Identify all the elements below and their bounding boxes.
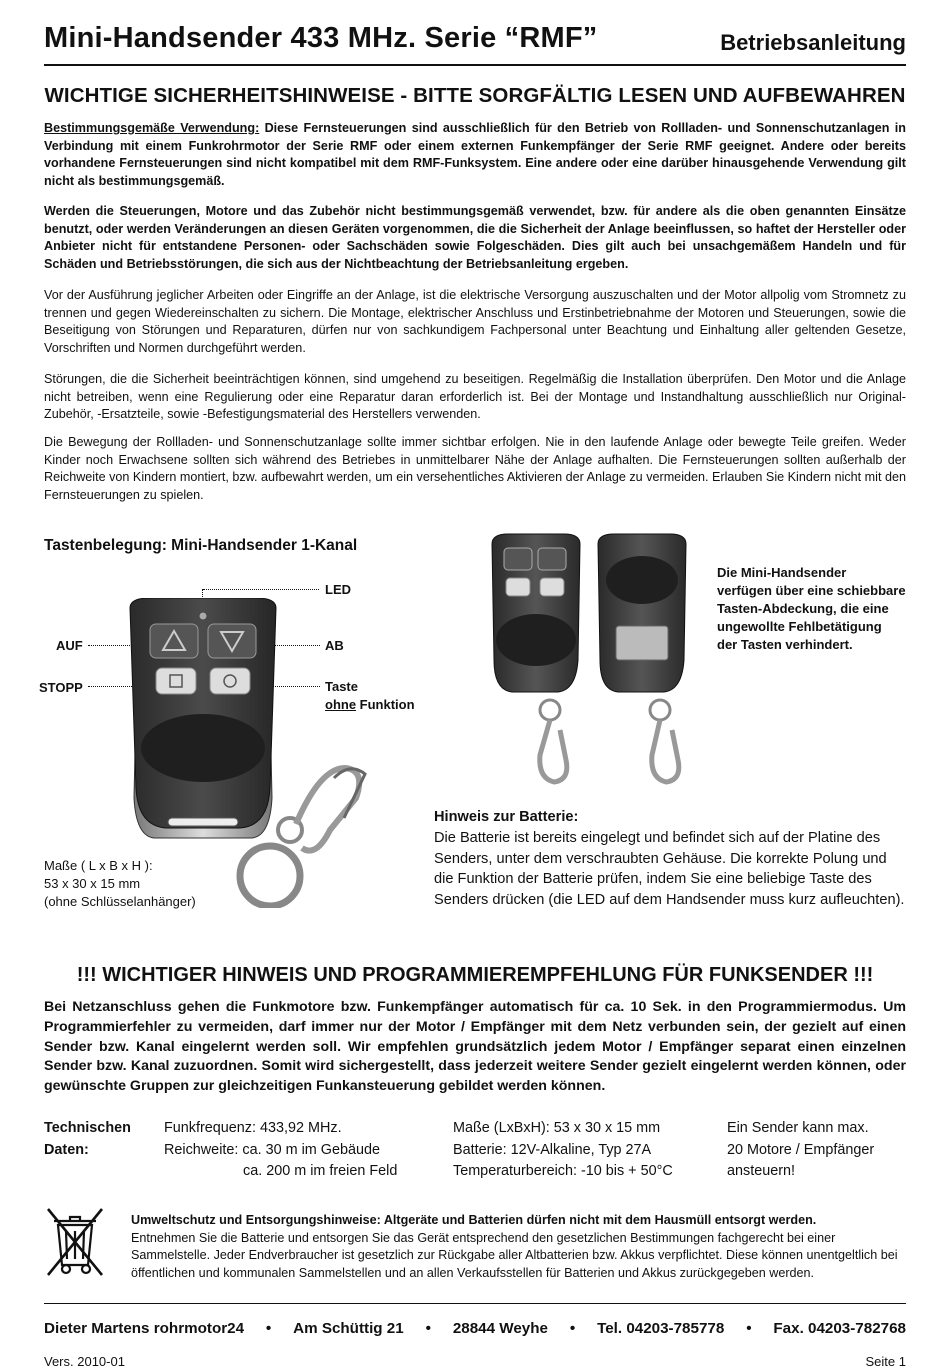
tech-frequency: Funkfrequenz: 433,92 MHz. — [164, 1120, 342, 1136]
cover-note-line-5: der Tasten verhindert. — [717, 637, 853, 652]
label-ohne: ohne — [325, 697, 357, 712]
dimensions-line-2: 53 x 30 x 15 mm — [44, 876, 141, 891]
label-ab: AB — [325, 638, 344, 653]
footer-contact — [44, 1320, 906, 1337]
tech-label-line-1: Technischen — [44, 1120, 131, 1136]
footer-company: Dieter Martens rohrmotor24 — [44, 1320, 245, 1337]
label-taste: Taste — [325, 679, 358, 694]
footer-separator: • — [569, 1320, 576, 1337]
footer-divider — [44, 1303, 906, 1304]
power-paragraph: Vor der Ausführung jeglicher Arbeiten oder Eingriffe an der Anlage, ist die elektrische Versorgung auszuschalten und der Motor allpolig vom Stromnetz zu trennen und gegen Wiedereinschalten zu sichern. Die Montage, elektrischer Anschluss und Erstinbetriebnahme der Motoren und Steuerungen, sowie die Beseitigung von Störungen und Reparaturen, dürfen nur von sachkundigem Fachpersonal unter Beachtung und Einhaltung aller geltenden Gesetze, Vorschriften und Normen durchgeführt werden. — [44, 288, 906, 355]
battery-text: Die Batterie ist bereits eingelegt und befindet sich auf der Platine des Senders, unter dem verschraubten Gehäuse. Die korrekte Polung und die Funktion der Batterie prüfen, indem Sie eine beliebige Taste des Senders drücken (die LED auf dem Handsender muss kurz aufleuchten). — [434, 830, 905, 908]
document-subtitle: Betriebsanleitung — [720, 30, 906, 55]
programming-title: !!! WICHTIGER HINWEIS UND PROGRAMMIEREMPFEHLUNG FÜR FUNKSENDER !!! — [76, 964, 874, 986]
tech-capacity-line-3: ansteuern! — [727, 1163, 796, 1179]
footer-separator: • — [746, 1320, 752, 1337]
label-funktion: Funktion — [356, 697, 415, 712]
page-number: Seite 1 — [865, 1354, 906, 1369]
faults-paragraph: Störungen, die die Sicherheit beeinträchtigen können, sind umgehend zu beseitigen. Regelmäßig die Installation überprüfen. Den Motor und die Anlage nicht betreiben, wenn eine Regulierung oder eine Reparatur daran erforderlich ist. Bei der Montage und Instandhaltung ausschließlich nur Original-Zubehör, -Ersatzteile, sowie -Befestigungsmaterial des Herstellers verwenden. — [44, 372, 906, 422]
footer-separator: • — [265, 1320, 272, 1337]
header-divider — [44, 64, 906, 66]
tech-label — [44, 1118, 131, 1161]
label-stopp: STOPP — [39, 680, 83, 695]
tech-label-line-2: Daten: — [44, 1141, 89, 1158]
dimensions-line-3: (ohne Schlüsselanhänger) — [44, 894, 196, 909]
label-auf: AUF — [56, 638, 83, 653]
version-label: Vers. 2010-01 — [44, 1354, 125, 1369]
footer-city: 28844 Weyhe — [452, 1320, 548, 1337]
button-assignment-title: Tastenbelegung: Mini-Handsender 1-Kanal — [44, 537, 358, 554]
battery-title: Hinweis zur Batterie: — [434, 809, 579, 825]
document-title: Mini-Handsender 433 MHz. Serie “RMF” — [44, 22, 598, 54]
dimensions-line-1: Maße ( L x B x H ): — [44, 858, 153, 873]
tech-temperature: Temperaturbereich: -10 bis + 50°C — [453, 1163, 673, 1179]
programming-text: Bei Netzanschluss gehen die Funkmotore bzw. Funkempfänger automatisch für ca. 10 Sek. in den Programmiermodus. Um Programmierfehler zu vermeiden, darf immer nur der Motor / Empfänger mit dem Netz verbunden sein, der gezielt auf einen Sender bzw. Kanal eingelernt werden soll. Wir empfehlen grundsätzlich jedem Motor / Empfänger separat einen einzelnen Sender bzw. Kanal zuzuordnen. Somit wird sichergestellt, dass jederzeit weitere Sender gezielt eingelernt werden können, oder gewünschte Gruppen zur gleichzeitigen Funkansteuerung gebildet werden können. — [44, 999, 906, 1095]
environment-notice — [131, 1212, 907, 1282]
cover-note-line-3: Tasten-Abdeckung, die eine — [717, 601, 889, 616]
cover-note — [717, 564, 906, 654]
label-led: LED — [325, 582, 351, 597]
tech-capacity-line-2: 20 Motore / Empfänger — [727, 1141, 875, 1158]
intended-use-label: Bestimmungsgemäße Verwendung: — [44, 121, 260, 135]
footer-phone: Tel. 04203-785778 — [597, 1320, 725, 1337]
remotes-cover-image — [480, 530, 710, 800]
footer-separator: • — [425, 1320, 431, 1337]
movement-paragraph: Die Bewegung der Rollladen- und Sonnenschutzanlage sollte immer sichtbar erfolgen. Nie in den laufende Anlage oder bewegte Teile greifen. Weder Kinder noch Erwachsene sollten sich während des Betriebes in unmittelbarer Nähe der Anlage aufhalten. Die Fernsteuerungen sollten außerhalb der Reichweite von Kindern montiert, bzw. aufbewahrt werden, um ein versehentliches Aktivieren der Anlage zu vermeiden. Erlauben Sie Kindern nicht mit den Fernsteuerungen zu spielen. — [44, 435, 906, 502]
tech-capacity-line-1: Ein Sender kann max. — [727, 1120, 869, 1136]
cover-note-line-4: ungewollte Fehlbetätigung — [717, 619, 882, 634]
tech-range-indoor: Reichweite: ca. 30 m im Gebäude — [164, 1141, 380, 1158]
tech-range-outdoor: ca. 200 m im freien Feld — [243, 1163, 398, 1179]
safety-heading: WICHTIGE SICHERHEITSHINWEISE - BITTE SORGFÄLTIG LESEN UND AUFBEWAHREN — [44, 84, 906, 107]
footer-street: Am Schüttig 21 — [293, 1320, 404, 1337]
cover-note-line-2: verfügen über eine schiebbare — [717, 583, 906, 598]
weee-bin-icon — [44, 1205, 106, 1279]
tech-dimensions: Maße (LxBxH): 53 x 30 x 15 mm — [453, 1120, 661, 1136]
cover-note-line-1: Die Mini-Handsender — [717, 565, 847, 580]
tech-column-3 — [727, 1118, 874, 1183]
intended-use-text: Diese Fernsteuerungen sind ausschließlich für den Betrieb von Rollladen- und Sonnenschutzanlagen in Verbindung mit einem Funkrohrmotor der Serie RMF oder einem externen Funkempfänger der Serie RMF geeignet. Andere oder bereits vorhandene Fernsteuerungen sind nicht kompatibel mit dem RMF-Funksystem. Eine andere oder eine darüber hinausgehende Verwendung gilt nicht als bestimmungsgemäß. — [44, 121, 907, 188]
dimensions-block — [44, 857, 196, 911]
intended-use-paragraph — [44, 120, 906, 190]
tech-column-1 — [164, 1118, 397, 1183]
environment-title: Umweltschutz und Entsorgungshinweise: Altgeräte und Batterien dürfen nicht mit dem Hausmüll entsorgt werden. — [131, 1213, 817, 1227]
footer-fax: Fax. 04203-782768 — [773, 1320, 906, 1337]
tech-battery: Batterie: 12V-Alkaline, Typ 27A — [453, 1141, 652, 1158]
environment-text: Entnehmen Sie die Batterie und entsorgen Sie das Gerät entsprechend den gesetzlichen Bestimmungen fachgerecht bei einer Sammelstelle. Jeder Endverbraucher ist gesetzlich zur Rückgabe aller Altbatterien bzw. Akkus verpflichtet. Diese können unentgeltlich bei öffentlichen und kommunalen Sammelstellen und an allen Verkaufsstellen für Batterien und Akkus zurückgegeben werden. — [131, 1230, 898, 1280]
tech-column-2 — [453, 1118, 673, 1183]
led-leader — [203, 589, 319, 590]
liability-paragraph: Werden die Steuerungen, Motore und das Zubehör nicht bestimmungsgemäß verwendet, bzw. für andere als die oben genannten Einsätze benutzt, oder werden Veränderungen an diesen Geräten vorgenommen, die die Sicherheit der Anlage beeinflussen, so haftet der Hersteller oder Anbieter nicht für entstandene Personen- oder Sachschäden sowie Folgeschäden. Dies gilt auch bei unsachgemäßem Handeln und für Schäden und Betriebsstörungen, die sich aus der Nichtbeachtung der Betriebsanleitung ergeben. — [44, 204, 906, 271]
